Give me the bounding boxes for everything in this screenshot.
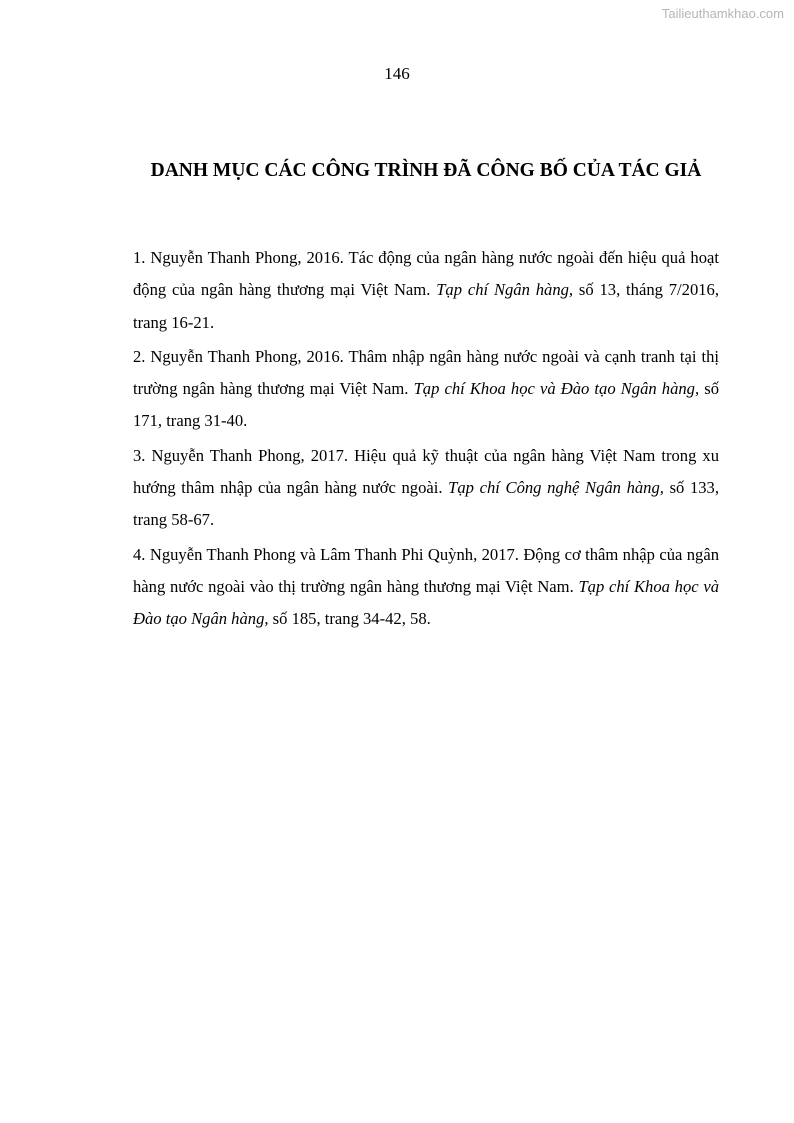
reference-item xyxy=(133,242,719,339)
reference-text: 2. Nguyễn Thanh Phong, 2016. Thâm nhập ngân hàng nước ngoài và cạnh tranh tại thị trường ngân hàng thương mại Việt Nam. xyxy=(133,346,719,399)
page-number: 146 xyxy=(384,64,410,83)
reference-item xyxy=(133,440,719,537)
reference-details: số 185, trang 34-42, 58. xyxy=(268,609,431,629)
reference-journal: Tạp chí Công nghệ Ngân hàng, xyxy=(448,478,664,498)
reference-list xyxy=(133,242,719,638)
reference-text: 1. Nguyễn Thanh Phong, 2016. Tác động của ngân hàng nước ngoài đến hiệu quả hoạt động của ngân hàng thương mại Việt Nam. xyxy=(133,248,719,300)
reference-details: số 133, trang 58-67. xyxy=(133,478,719,530)
reference-details: số 171, trang 31-40. xyxy=(133,379,719,431)
reference-details: số 13, tháng 7/2016, trang 16-21. xyxy=(133,280,719,332)
reference-journal: Tạp chí Khoa học và Đào tạo Ngân hàng, xyxy=(413,379,700,399)
reference-text: 3. Nguyễn Thanh Phong, 2017. Hiệu quả kỹ thuật của ngân hàng Việt Nam trong xu hướng thâm nhập của ngân hàng nước ngoài. xyxy=(133,445,719,498)
reference-item xyxy=(133,539,719,636)
page-title: DANH MỤC CÁC CÔNG TRÌNH ĐÃ CÔNG BỐ CỦA TÁC GIẢ xyxy=(150,160,702,181)
reference-item xyxy=(133,341,719,438)
reference-journal: Tạp chí Khoa học và Đào tạo Ngân hàng, xyxy=(133,576,719,629)
reference-text: 4. Nguyễn Thanh Phong và Lâm Thanh Phi Quỳnh, 2017. Động cơ thâm nhập của ngân hàng nước ngoài vào thị trường ngân hàng thương mại Việt Nam. xyxy=(133,544,719,596)
watermark: Tailieuthamkhao.com xyxy=(661,6,784,21)
reference-journal: Tạp chí Ngân hàng, xyxy=(436,280,574,300)
